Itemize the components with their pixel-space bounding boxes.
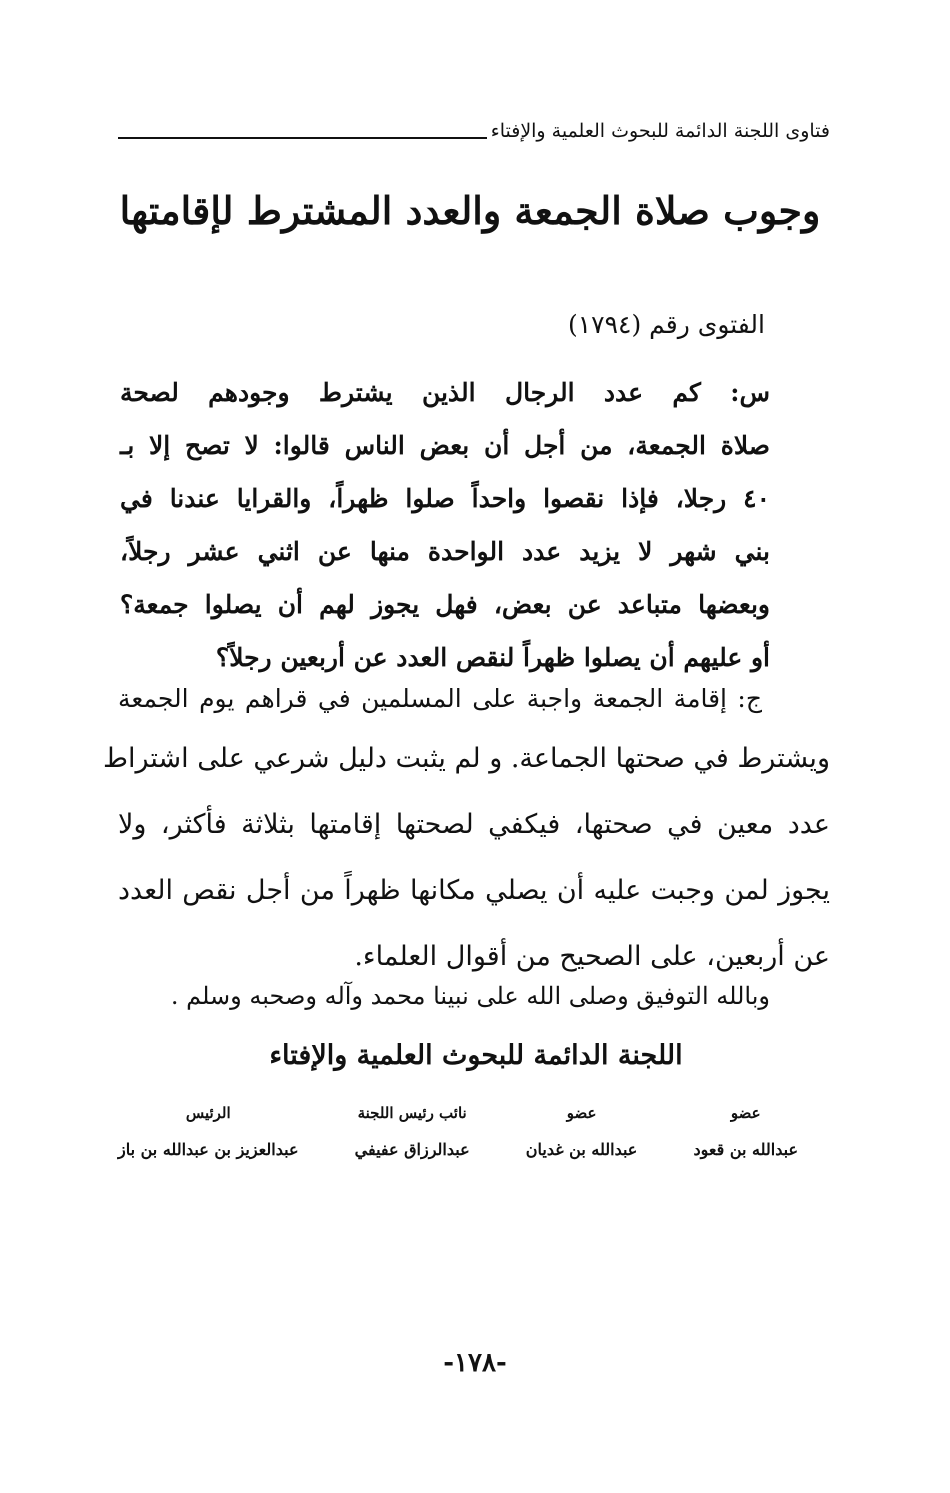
signatory-role: عضو [730, 1104, 761, 1122]
question-line: صلاة الجمعة، من أجل أن بعض الناس قالوا: لا تصح إلا بـ [120, 431, 770, 460]
header-rule [118, 137, 487, 139]
question-line: ٤٠ رجلا، فإذا نقصوا واحداً صلوا ظهراً، والقرايا عندنا في [120, 484, 770, 513]
signatory-role: نائب رئيس اللجنة [357, 1104, 467, 1122]
signatory [526, 1098, 638, 1159]
question-line: بني شهر لا يزيد عدد الواحدة منها عن اثني عشر رجلاً، [120, 537, 770, 566]
signatory-role: الرئيس [185, 1104, 231, 1122]
signatory [355, 1098, 470, 1159]
question-line: وبعضها متباعد عن بعض، فهل يجوز لهم أن يصلوا جمعة؟ [120, 590, 770, 619]
signatory [694, 1098, 799, 1159]
signatories [118, 1098, 798, 1159]
page-number: -١٧٨- [443, 1348, 507, 1378]
closing-prayer: وبالله التوفيق وصلى الله على نبينا محمد وآله وصحبه وسلم . [170, 982, 770, 1010]
running-header-title: فتاوى اللجنة الدائمة للبحوث العلمية والإفتاء [490, 120, 830, 142]
question-line: أو عليهم أن يصلوا ظهراً لنقص العدد عن أربعين رجلاً؟ [215, 643, 770, 672]
answer-line: ج: إقامة الجمعة واجبة على المسلمين في قراهم يوم الجمعة [118, 684, 762, 713]
answer-line: عن أربعين، على الصحيح من أقوال العلماء. [354, 941, 830, 972]
running-header [118, 114, 830, 148]
answer-line: عدد معين في صحتها، فيكفي لصحتها إقامتها بثلاثة فأكثر، ولا [118, 809, 830, 840]
signatory-role: عضو [566, 1104, 597, 1122]
signatory-name: عبدالرزاق عفيفي [354, 1140, 470, 1159]
signatory-name: عبدالله بن غديان [525, 1140, 638, 1159]
answer-line: يجوز لمن وجبت عليه أن يصلي مكانها ظهراً من أجل نقص العدد [118, 875, 830, 906]
committee-name: اللجنة الدائمة للبحوث العلمية والإفتاء [269, 1040, 683, 1071]
question-line: س: كم عدد الرجال الذين يشترط وجودهم لصحة [120, 378, 770, 407]
answer-line: ويشترط في صحتها الجماعة. و لم يثبت دليل شرعي على اشتراط [103, 743, 830, 774]
signatory [118, 1098, 299, 1159]
fatwa-number: الفتوى رقم (١٧٩٤) [567, 310, 765, 339]
signatory-name: عبدالله بن قعود [693, 1140, 798, 1159]
question-block [120, 366, 770, 684]
signatory-name: عبدالعزيز بن عبدالله بن باز [118, 1140, 299, 1159]
page-title: وجوب صلاة الجمعة والعدد المشترط لإقامتها [119, 188, 821, 233]
answer-block [103, 672, 830, 990]
